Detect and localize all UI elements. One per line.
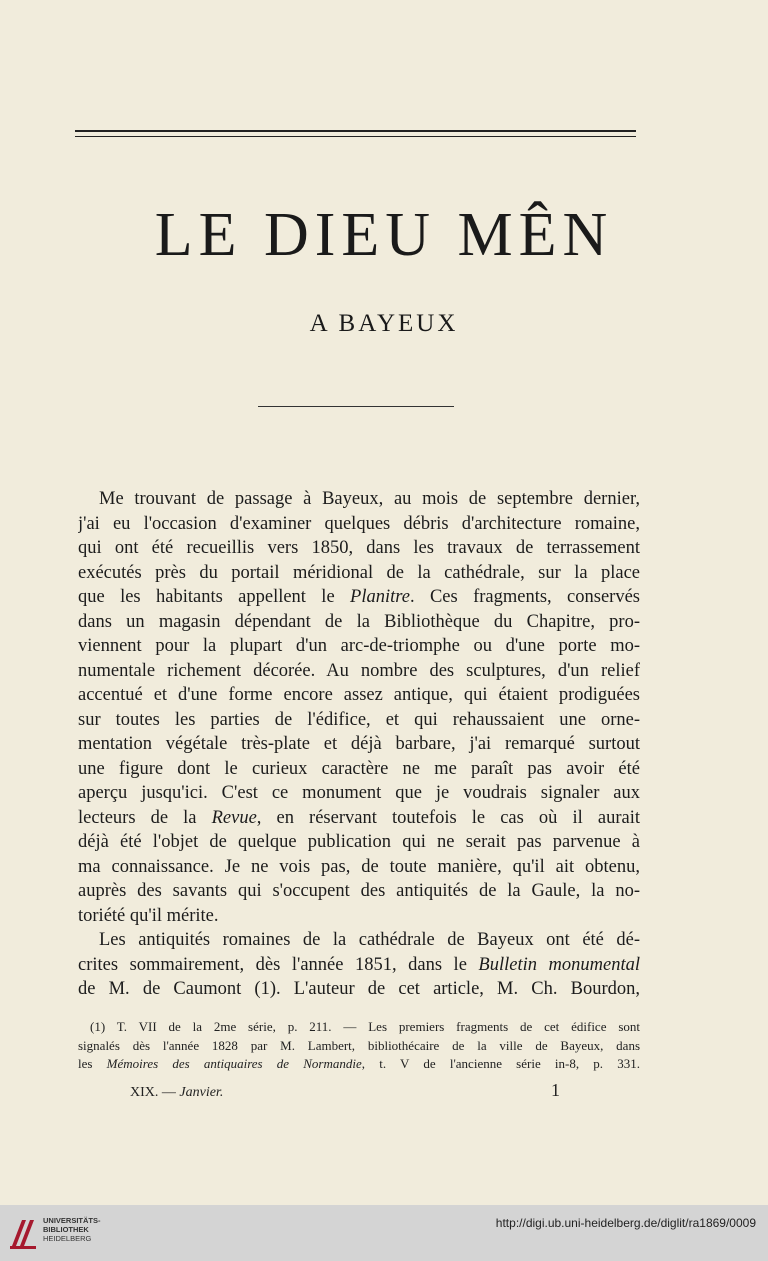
article-body [78, 487, 640, 1002]
library-name-line: HEIDELBERG [43, 1234, 92, 1243]
body-line: exécutés près du portail méridional de la cathédrale, sur la place [78, 562, 640, 583]
library-name-line: BIBLIOTHEK [43, 1225, 89, 1234]
library-logo-icon [8, 1212, 38, 1252]
article-title: LE DIEU MÊN [154, 201, 614, 269]
footnote-line: signalés dès l'année 1828 par M. Lambert, bibliothécaire de la ville de Bayeux, dans [78, 1037, 640, 1053]
body-line: ma connaissance. Je ne vois pas, de toute manière, qu'il ait obtenu, [78, 856, 640, 877]
library-name-line: UNIVERSITÄTS- [43, 1216, 101, 1225]
top-rule-lower [75, 136, 636, 137]
article-subtitle: A BAYEUX [309, 310, 459, 337]
body-line: Les antiquités romaines de la cathédrale de Bayeux ont été dé- [99, 930, 640, 950]
body-line: que les habitants appellent le Planitre. Ces fragments, conservés [78, 587, 640, 607]
body-line: lecteurs de la Revue, en réservant toutefois le cas où il aurait [78, 807, 640, 828]
footnote-line: les Mémoires des antiquaires de Normandie, t. V de l'ancienne série in-8, p. 331. [78, 1056, 640, 1071]
library-name [43, 1216, 101, 1243]
body-line: aperçu jusqu'ici. C'est ce monument que je voudrais signaler aux [78, 783, 640, 803]
top-rule-upper [75, 130, 636, 132]
body-line: une figure dont le curieux caractère ne me paraît pas avoir été [78, 758, 640, 779]
title-separator [258, 406, 454, 407]
body-line: viennent pour la plupart d'un arc-de-triomphe ou d'une porte mo- [78, 636, 640, 656]
viewer-footer-bar [0, 1205, 768, 1261]
page-number: 1 [551, 1080, 560, 1100]
body-line: j'ai eu l'occasion d'examiner quelques débris d'architecture romaine, [78, 513, 640, 534]
body-line: numentale richement décorée. Au nombre des sculptures, d'un relief [78, 660, 640, 681]
body-line: de M. de Caumont (1). L'auteur de cet article, M. Ch. Bourdon, [78, 979, 640, 999]
body-line: crites sommairement, dès l'année 1851, dans le Bulletin monumental [78, 954, 640, 975]
body-line: mentation végétale très-plate et déjà barbare, j'ai remarqué surtout [78, 734, 640, 754]
body-line: déjà été l'objet de quelque publication qui ne serait pas parvenue à [78, 832, 640, 852]
body-line: qui ont été recueillis vers 1850, dans les travaux de terrassement [78, 538, 640, 558]
body-line: accentué et d'une forme encore assez antique, qui étaient prodiguées [78, 685, 640, 705]
body-line: auprès des savants qui s'occupent des antiquités de la Gaule, la no- [78, 881, 640, 901]
footnote [78, 1018, 640, 1074]
body-line: Me trouvant de passage à Bayeux, au mois de septembre dernier, [99, 489, 640, 509]
issue-signature: XIX. — Janvier. [130, 1085, 224, 1100]
body-line: toriété qu'il mérite. [78, 905, 219, 926]
body-line: dans un magasin dépendant de la Bibliothèque du Chapitre, pro- [78, 611, 640, 632]
footnote-line: (1) T. VII de la 2me série, p. 211. — Les premiers fragments de cet édifice sont [90, 1019, 640, 1034]
permalink-url[interactable]: http://digi.ub.uni-heidelberg.de/diglit/ra1869/0009 [495, 1216, 756, 1230]
body-line: sur toutes les parties de l'édifice, et qui rehaussaient une orne- [78, 709, 640, 730]
